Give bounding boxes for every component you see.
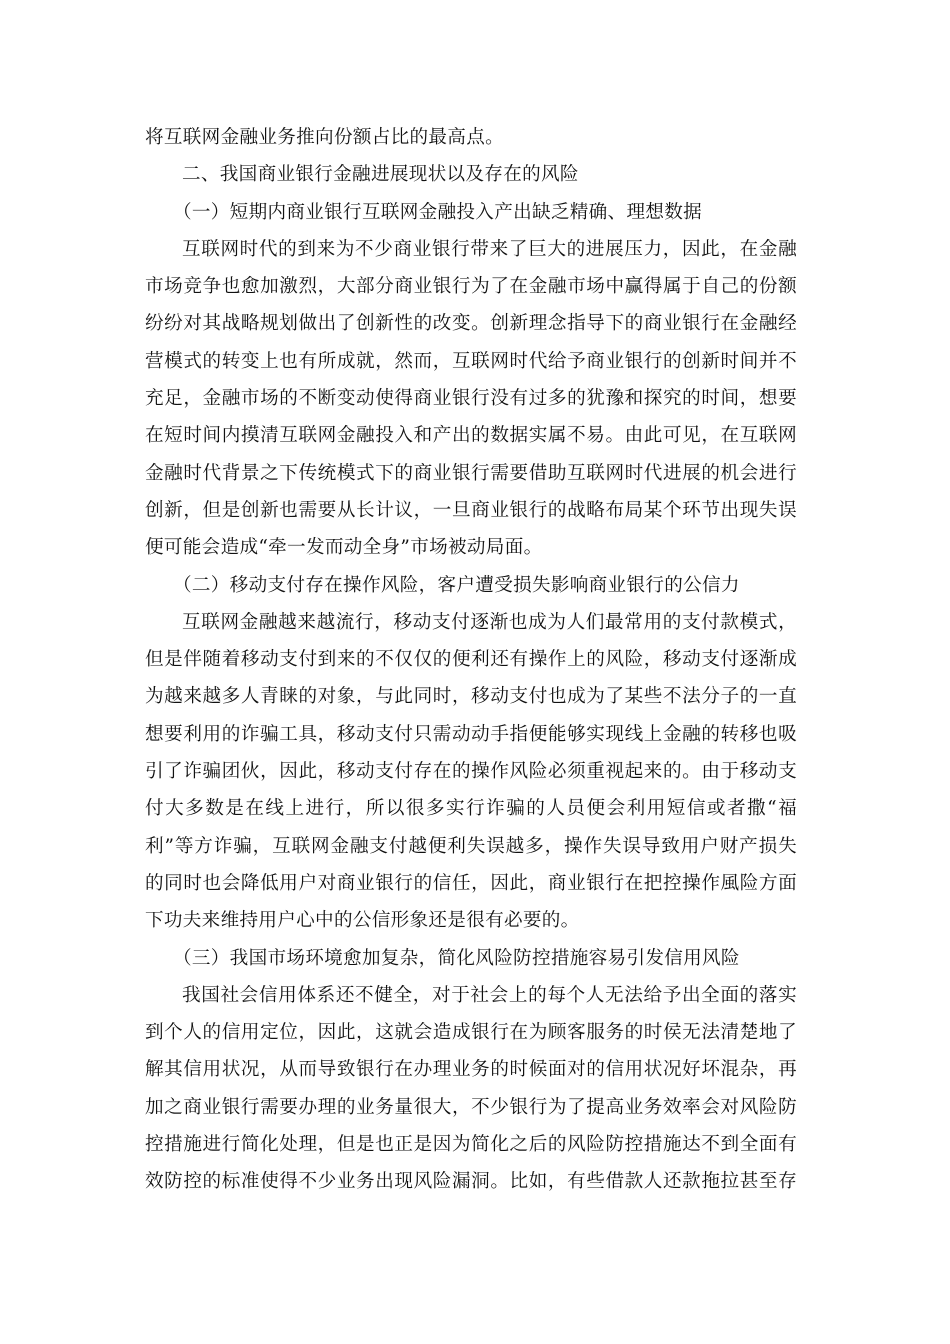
paragraph-line: 互联网金融越来越流行，移动支付逐渐也成为人们最常用的支付款模式， (182, 611, 797, 633)
paragraph-line: 将互联网金融业务推向份额占比的最高点。 (145, 127, 504, 148)
paragraph-line: 充足，金融市场的不断变动使得商业银行没有过多的犹豫和探究的时间，想要 (145, 388, 797, 410)
paragraph-line: 在短时间内摸清互联网金融投入和产出的数据实属不易。由此可见，在互联网 (145, 425, 797, 447)
paragraph-line: 的同时也会降低用户对商业银行的信任，因此，商业银行在把控操作風险方面 (145, 872, 797, 894)
paragraph-line: 纷纷对其战略规划做出了创新性的改变。创新理念指导下的商业银行在金融经 (145, 313, 797, 335)
paragraph-line: 利”等方诈骗，互联网金融支付越便利失误越多，操作失误导致用户财产损失 (145, 835, 797, 857)
paragraph-line: 但是伴随着移动支付到来的不仅仅的便利还有操作上的风险，移动支付逐渐成 (145, 649, 797, 671)
paragraph-line: 市场竞争也愈加激烈，大部分商业银行为了在金融市场中赢得属于自己的份额 (145, 276, 797, 298)
section-heading: 二、我国商业银行金融进展现状以及存在的风险 (182, 164, 579, 186)
paragraph-line: 下功夫来维持用户心中的公信形象还是很有必要的。 (145, 910, 580, 932)
paragraph-line: 控措施进行简化处理，但是也正是因为简化之后的风险防控措施达不到全面有 (145, 1134, 797, 1156)
paragraph-line: 互联网时代的到来为不少商业银行带来了巨大的进展压力，因此，在金融 (182, 238, 797, 260)
subsection-heading: （二）移动支付存在操作风险，客户遭受损失影响商业银行的公信力 (173, 574, 740, 596)
document-body (145, 119, 797, 1201)
paragraph-line: 我国社会信用体系还不健全，对于社会上的每个人无法给予出全面的落实 (182, 984, 797, 1006)
paragraph-line: 效防控的标准使得不少业务出现风险漏洞。比如，有些借款人还款拖拉甚至存 (145, 1171, 797, 1193)
paragraph-line: 想要利用的诈骗工具，移动支付只需动动手指便能够实现线上金融的转移也吸 (145, 723, 797, 745)
subsection-heading: （三）我国市场环境愈加复杂，简化风险防控措施容易引发信用风险 (173, 947, 740, 969)
paragraph-line: 加之商业银行需要办理的业务量很大，不少银行为了提高业务效率会对风险防 (145, 1096, 797, 1118)
paragraph-line: 便可能会造成“牵一发而动全身”市场被动局面。 (145, 537, 543, 559)
paragraph-line: 引了诈骗团伙，因此，移动支付存在的操作风险必须重视起来的。由于移动支 (145, 761, 797, 783)
paragraph-line: 解其信用状况，从而导致银行在办理业务的时候面对的信用状况好坏混杂，再 (145, 1059, 797, 1081)
paragraph-line: 为越来越多人青睐的对象，与此同时，移动支付也成为了某些不法分子的一直 (145, 686, 797, 708)
paragraph-line: 金融时代背景之下传统模式下的商业银行需要借助互联网时代进展的机会进行 (145, 462, 797, 484)
paragraph-line: 创新，但是创新也需要从长计议，一旦商业银行的战略布局某个环节出现失误 (145, 499, 797, 521)
paragraph-line: 到个人的信用定位，因此，这就会造成银行在为顾客服务的时侯无法清楚地了 (145, 1022, 797, 1044)
subsection-heading: （一）短期内商业银行互联网金融投入产出缺乏精确、理想数据 (173, 201, 703, 223)
paragraph-line: 付大多数是在线上进行，所以很多实行诈骗的人员便会利用短信或者撒“福 (145, 798, 797, 820)
paragraph-line: 营模式的转变上也有所成就，然而，互联网时代给予商业银行的创新时间并不 (145, 350, 797, 372)
